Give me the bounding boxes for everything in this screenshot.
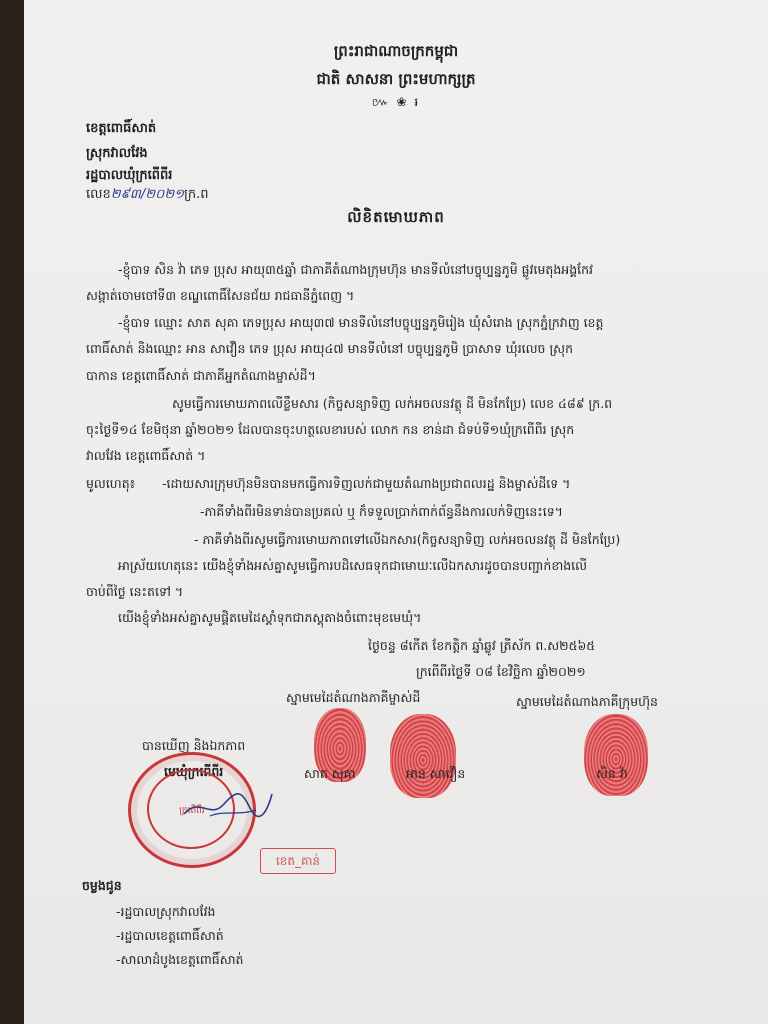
office-district: ស្រុកវាលវែង <box>86 146 148 161</box>
reference-suffix: ក្រ.ព <box>184 187 209 202</box>
commune-chief-title: មេឃុំក្រពើពីរ <box>164 764 224 779</box>
body-line: សូមធ្វើការមោឃភាពលើខ្លឹមសារ (កិច្ចសន្យាទិញ លក់អចលនវត្ថុ ដី មិនកែប្រែ) លេខ ៤៨៩ ក្រ.ព <box>172 396 613 411</box>
copy-recipient: -សាលាដំបូងខេត្តពោធិ៍សាត់ <box>116 952 244 967</box>
document-page <box>24 0 768 1024</box>
reason-item: - ភាគីទាំងពីរសូមធ្វើការមោឃភាពទៅលើឯកសារ(កិច្ចសន្យាទិញ លក់អចលនវត្ថុ ដី មិនកែប្រែ) <box>194 532 621 547</box>
conclusion-line: អាស្រ័យហេតុនេះ យើងខ្ញុំទាំងអស់គ្នាសូមធ្វើការបដិសេធទុកជាមោឃៈលើឯកសារដូចបានបញ្ជាក់ខាងលើ <box>118 558 588 573</box>
reason-item: -ដោយសារក្រុមហ៊ុនមិនបានមកធ្វើការទិញលក់ជាមួយតំណាងប្រជាពលរដ្ឋ និងម្ចាស់ដីទេ ។ <box>162 476 571 491</box>
copy-recipient: -រដ្ឋបាលស្រុកវាលវែង <box>116 904 216 919</box>
body-line: ពោធិ៍សាត់ និងឈ្មោះ អាន សាវឿន ភេទ ប្រុស អាយុ៤៧ មានទីលំនៅ បច្ចុប្បន្នភូមិ ប្រាសាទ ឃុំរលេច ស្រុក <box>86 341 574 356</box>
body-line: -ខ្ញុំបាទ សិន វ៉ា ភេទ ប្រុស អាយុ៣៥ឆ្នាំ ជាភាគីតំណាងក្រុមហ៊ុន មានទីលំនៅបច្ចុប្បន្នភូមិ ផ្លូវមេតុងអង្គកែវ <box>118 262 594 277</box>
body-line: ចុះថ្ងៃទី១៤ ខែមិថុនា ឆ្នាំ២០២១ ដែលបានចុះហត្ថលេខារបស់ លោក កន ខាន់ដា ជំទប់ទី១ឃុំក្រពើពីរ ស្រុក <box>86 422 575 437</box>
stamp-mark: ខេត_គាន់ <box>260 848 336 874</box>
conclusion-line: យើងខ្ញុំទាំងអស់គ្នាសូមផ្តិតមេដៃស្តាំទុកជាភស្តុតាងចំពោះមុខមេឃុំ។ <box>118 610 422 625</box>
copy-recipient: -រដ្ឋបាលខេត្តពោធិ៍សាត់ <box>116 928 224 943</box>
landowner-signature-label: ស្នាមមេដៃតំណាងភាគីម្ចាស់ដី <box>286 690 421 705</box>
reason-label: មូលហេតុ៖ <box>86 476 136 491</box>
kingdom-heading: ព្រះរាជាណាចក្រកម្ពុជា <box>333 42 459 60</box>
office-commune: រដ្ឋបាលឃុំក្រពើពីរ <box>86 168 173 183</box>
body-line: វាលវែង ខេត្តពោធិ៍សាត់ ។ <box>86 448 206 463</box>
body-line: បាកាន ខេត្តពោធិ៍សាត់ ជាភាគីអ្នកតំណាងម្ចាស់ដី។ <box>86 368 316 383</box>
office-province: ខេត្តពោធិ៍សាត់ <box>86 121 157 136</box>
reference-handwritten: ២៩៣/២០២១ <box>110 187 185 202</box>
copies-label: ចម្លងជូន <box>82 878 122 893</box>
landowner-name-2: អាន សាវឿន <box>406 766 466 781</box>
document-title: លិខិតមោឃភាព <box>347 208 445 226</box>
reference-prefix: លេខ <box>86 187 111 202</box>
reason-item: -ភាគីទាំងពីរមិនទាន់បានប្រគល់ ឬ ក៏ទទួលប្រាក់ពាក់ព័ន្ធនឹងការលក់ទិញនេះទេ។ <box>200 504 563 519</box>
chief-signature <box>180 786 276 824</box>
landowner-name-1: សាត សុគា <box>304 766 356 781</box>
ornament-divider: ៚ ❀ ៛ <box>371 95 421 109</box>
approval-label: បានឃើញ និងឯកភាព <box>142 738 246 753</box>
thumbprint-landowner-2 <box>390 714 456 798</box>
body-line: -ខ្ញុំបាទ ឈ្មោះ សាត សុគា ភេទប្រុស អាយុ៣៧ មានទីលំនៅបច្ចុប្បន្នភូមិរៀង ឃុំសំរោង ស្រុកភ្នំក្រវាញ ខេត្ត <box>118 315 604 330</box>
company-representative-name: សិន វ៉ា <box>596 766 628 781</box>
solar-date: ក្រពើពីរថ្ងៃទី ០៨ ខែវិច្ឆិកា ឆ្នាំ២០២១ <box>416 664 586 679</box>
conclusion-line: ចាប់ពីថ្ងៃ នេះតទៅ ។ <box>86 584 184 599</box>
body-line: សង្កាត់ចោមចៅទី៣ ខណ្ឌពោធិ៍សែនជ័យ រាជធានីភ្នំពេញ ។ <box>86 288 355 303</box>
seal-text: ក្រពើពីរ <box>179 806 205 816</box>
national-motto: ជាតិ សាសនា ព្រះមហាក្សត្រ <box>316 70 476 88</box>
reference-number <box>86 186 209 205</box>
company-signature-label: ស្នាមមេដៃតំណាងភាគីក្រុមហ៊ុន <box>516 694 658 709</box>
lunar-date: ថ្ងៃចន្ទ ៨កើត ខែកត្តិក ឆ្នាំឆ្លូវ ត្រីស័ក ព.ស២៥៦៥ <box>368 638 596 653</box>
